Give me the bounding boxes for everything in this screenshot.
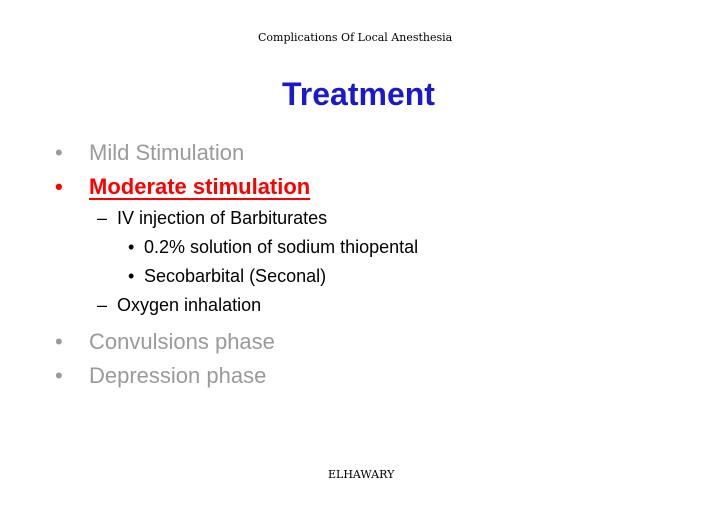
sub-item-oxygen [97,295,261,316]
bullet-text: Moderate stimulation [89,174,311,199]
bullet-text: Convulsions phase [89,329,275,354]
sub-sub-item-thiopental [128,237,418,258]
slide-header: Complications Of Local Anesthesia [258,31,453,44]
bullet-convulsions-phase [55,329,275,355]
bullet-depression-phase [55,363,266,389]
bullet-marker: • [55,363,63,388]
sub-item-text: Oxygen inhalation [117,295,262,315]
slide-footer: ELHAWARY [328,468,395,481]
dash-marker: – [97,208,108,228]
bullet-moderate-stimulation [55,174,310,200]
bullet-text: Depression phase [89,363,267,388]
bullet-marker: • [128,266,135,286]
bullet-mild-stimulation [55,140,244,166]
slide-title: Treatment [282,76,435,112]
bullet-marker: • [55,174,63,199]
bullet-marker: • [55,329,63,354]
bullet-marker: • [128,237,135,257]
sub-item-text: IV injection of Barbiturates [117,208,328,228]
sub-sub-item-text: 0.2% solution of sodium thiopental [144,237,419,257]
bullet-text: Mild Stimulation [89,140,245,165]
sub-sub-item-secobarbital [128,266,326,287]
dash-marker: – [97,295,108,315]
sub-item-iv-injection [97,208,327,229]
bullet-marker: • [55,140,63,165]
sub-sub-item-text: Secobarbital (Seconal) [144,266,327,286]
